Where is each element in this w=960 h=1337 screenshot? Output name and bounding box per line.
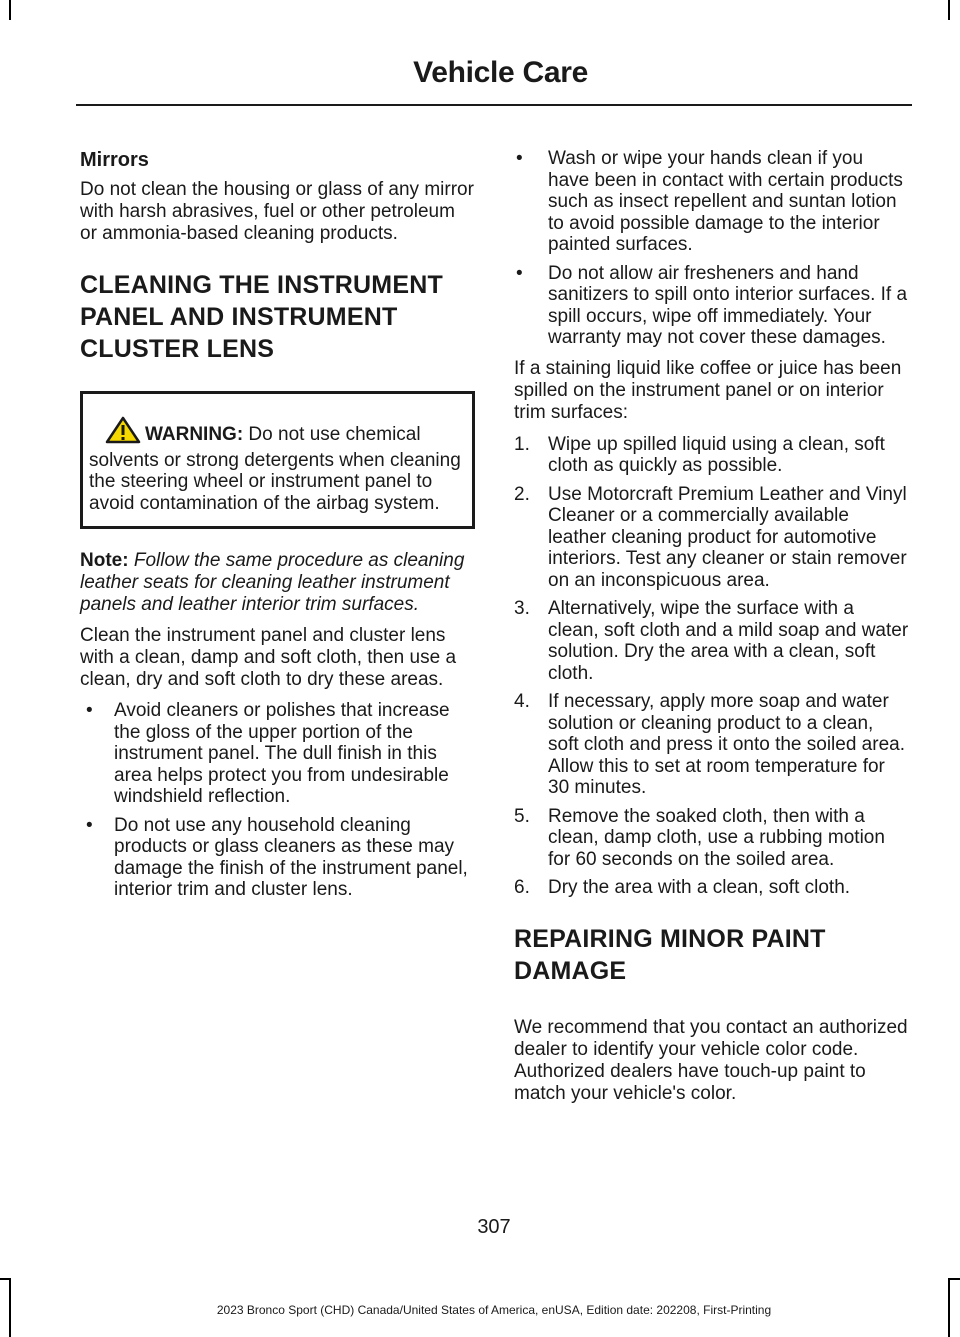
note-paragraph — [80, 550, 475, 616]
list-item: • Do not allow air fresheners and hand sanitizers to spill onto interior surfaces. If a spill occurs, wipe off immediately. Your warranty may not cover these damages. — [516, 262, 908, 348]
note-label: Note: — [80, 550, 129, 571]
list-item: • Do not use any household cleaning products or glass cleaners as these may damage the finish of the instrument panel, interior trim and cluster lens. — [86, 814, 468, 900]
spill-intro: If a staining liquid like coffee or juice has been spilled on the instrument panel or on interior trim surfaces: — [514, 357, 902, 423]
mirrors-heading: Mirrors — [80, 149, 149, 171]
section-title-line: DAMAGE — [514, 956, 627, 985]
crop-mark-bottom-right-h — [948, 1278, 960, 1280]
bullet-icon: • — [86, 814, 93, 836]
right-bullet-list — [514, 148, 909, 349]
right-column — [514, 148, 909, 1105]
list-item: 5. Remove the soaked cloth, then with a clean, damp cloth, use a rubbing motion for 60 seconds on the soiled area. — [514, 805, 885, 870]
section-title-line: REPAIRING MINOR PAINT — [514, 924, 826, 953]
step-number: 4. — [514, 691, 530, 712]
list-item: 1. Wipe up spilled liquid using a clean, soft cloth as quickly as possible. — [514, 433, 885, 476]
list-item: • Wash or wipe your hands clean if you have been in contact with certain products such as insect repellent and suntan lotion to avoid possible damage to the interior painted surfaces. — [516, 148, 903, 255]
step-number: 3. — [514, 598, 530, 619]
list-item: • Avoid cleaners or polishes that increase the gloss of the upper portion of the instrument panel. The dull finish in this area helps protect you from undesirable windshield reflection. — [86, 700, 450, 807]
list-item: 3. Alternatively, wipe the surface with a clean, soft cloth and a mild soap and water solution. Dry the area with a clean, soft cloth. — [514, 598, 909, 684]
warning-paragraph — [89, 416, 464, 514]
clean-text: Clean the instrument panel and cluster lens with a clean, damp and soft cloth, then use a clean, dry and soft cloth to dry these areas. — [80, 625, 457, 690]
bullet-icon: • — [86, 700, 93, 721]
mirrors-text: Do not clean the housing or glass of any mirror with harsh abrasives, fuel or other petroleum or ammonia-based cleaning products. — [80, 179, 474, 244]
left-bullet-list — [80, 700, 475, 901]
crop-mark-bottom-left-h — [0, 1278, 11, 1280]
list-item: 4. If necessary, apply more soap and water solution or cleaning product to a clean, soft cloth and press it onto the soiled area. Allow this to set at room temperature for 30 minutes. — [514, 691, 905, 798]
page-number: 307 — [477, 1216, 511, 1238]
crop-mark-top-left — [9, 0, 11, 20]
section-title-line: CLEANING THE INSTRUMENT — [80, 271, 443, 299]
warning-text: Do not use chemical solvents or strong detergents when cleaning the steering wheel or instrument panel to avoid contamination of the airbag system. — [89, 424, 461, 514]
left-column — [80, 146, 475, 908]
spill-steps-list — [514, 434, 909, 899]
step-number: 5. — [514, 805, 530, 827]
list-item: 2. Use Motorcraft Premium Leather and Vinyl Cleaner or a commercially available leather cleaning product for automotive interiors. Test any cleaner or stain remover on an inconspicuous area. — [514, 483, 907, 591]
list-item: 6. Dry the area with a clean, soft cloth. — [514, 877, 851, 898]
warning-box — [80, 391, 475, 529]
note-text: Follow the same procedure as cleaning leather seats for cleaning leather instrument panels and leather interior trim surfaces. — [80, 550, 465, 615]
section-title-paint — [514, 923, 909, 987]
step-number: 2. — [514, 483, 530, 505]
warning-label: WARNING: — [145, 424, 244, 445]
edition-footer: 2023 Bronco Sport (CHD) Canada/United States of America, enUSA, Edition date: 202208, First-Printing — [216, 1303, 772, 1317]
step-number: 1. — [514, 433, 530, 455]
header-rule — [76, 104, 912, 106]
step-number: 6. — [514, 877, 530, 898]
paint-text: We recommend that you contact an authorized dealer to identify your vehicle color code. Authorized dealers have touch-up paint to match your vehicle's color. — [514, 1016, 908, 1104]
section-title-cleaning — [80, 269, 475, 365]
warning-triangle-icon — [105, 416, 141, 450]
bullet-icon: • — [516, 262, 523, 284]
crop-mark-top-right — [948, 0, 950, 20]
page-header-title: Vehicle Care — [413, 56, 588, 89]
section-title-line: PANEL AND INSTRUMENT — [80, 303, 398, 331]
section-title-line: CLUSTER LENS — [80, 335, 275, 363]
bullet-icon: • — [516, 148, 523, 169]
